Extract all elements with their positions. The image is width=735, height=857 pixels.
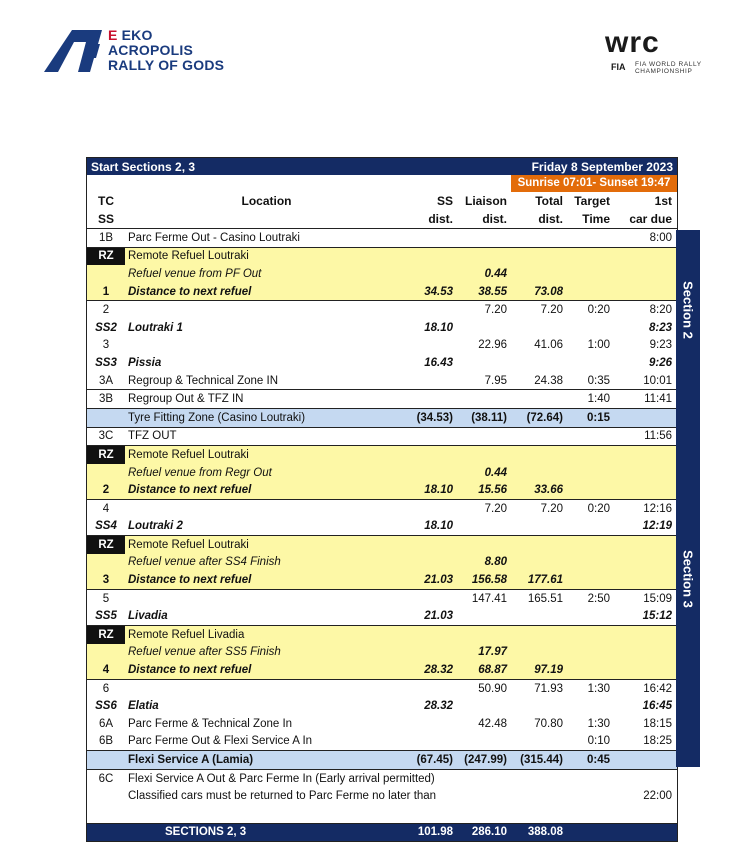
col-total: Total [535,194,563,208]
table-row [87,805,677,823]
row-tc: 4 [102,502,110,515]
table-row [87,427,677,446]
row-location: Loutraki 2 [128,520,183,533]
row-target-time: 0:45 [586,754,610,767]
table-row [87,644,677,662]
table-row [87,499,677,518]
row-target-time: 1:40 [587,393,610,406]
row-car-due: 8:00 [649,231,672,244]
table-row [87,247,677,266]
row-liaison-dist: 42.48 [478,717,507,730]
row-tc: SS5 [95,610,117,623]
wrc-subtitle: FIA WORLD RALLY CHAMPIONSHIP [635,61,702,75]
row-total-dist: (72.64) [526,411,563,424]
row-location: Remote Refuel Loutraki [128,250,249,263]
timetable-sheet [86,157,678,842]
table-row [87,787,677,805]
column-headers-1 [87,192,677,210]
rally-name-line2: RALLY OF GODS [108,57,225,73]
table-row [87,300,677,319]
rally-logo-icon [44,28,104,74]
row-car-due: 22:00 [643,790,672,803]
table-row [87,408,677,427]
row-location: Distance to next refuel [128,574,252,587]
row-location: Pissia [128,356,162,369]
table-row [87,823,677,842]
table-row [87,354,677,372]
col-ss: SS [97,212,114,226]
wrc-wordmark: wrc [605,26,660,59]
row-total-dist: 71.93 [534,682,563,695]
table-row [87,228,677,247]
row-ss-dist: 28.32 [424,664,453,677]
row-total-dist: 33.66 [534,484,563,497]
row-total-dist: 73.08 [534,285,563,298]
col-target: Target [574,194,610,208]
table-row [87,589,677,608]
table-row [87,625,677,644]
row-tc: SS4 [95,520,117,533]
row-car-due: 18:25 [643,735,672,748]
table-row [87,679,677,698]
col-ss-dist: SS [436,194,453,208]
row-car-due: 11:41 [644,393,672,406]
table-row [87,554,677,572]
row-total-dist: 165.51 [527,592,563,605]
timetable-title: Start Sections 2, 3 [91,159,196,174]
row-car-due: 15:12 [642,610,672,623]
row-tc: 3 [102,339,110,352]
table-row [87,750,677,769]
row-location: Regroup & Technical Zone IN [128,374,279,387]
row-ss-dist: 16.43 [424,356,453,369]
table-row [87,661,677,679]
row-car-due: 10:01 [643,374,672,387]
row-location: Livadia [128,610,168,623]
row-target-time: 0:35 [587,374,610,387]
row-location: Refuel venue after SS5 Finish [128,646,281,659]
row-total-dist: 97.19 [534,664,563,677]
row-location: Refuel venue after SS4 Finish [128,556,281,569]
row-car-due: 8:23 [648,321,672,334]
row-car-due: 9:23 [649,339,672,352]
row-liaison-dist: 17.97 [478,646,507,659]
row-tc: SS6 [95,700,117,713]
rally-name-line1: ACROPOLIS [108,42,194,58]
row-car-due: 11:56 [644,430,672,443]
row-total-dist: 7.20 [540,502,563,515]
row-location: TFZ OUT [128,430,177,443]
row-tc: 3 [102,574,110,587]
section-2-label: Section 2 [676,230,700,390]
row-ss-dist: (67.45) [416,754,453,767]
row-location: Parc Ferme Out - Casino Loutraki [128,231,300,244]
row-ss-dist: 28.32 [424,700,453,713]
row-tc: 1 [102,285,110,298]
col-total-sub: dist. [538,212,563,226]
row-liaison-dist: 7.20 [484,304,507,317]
timetable-header [87,158,677,175]
table-row [87,571,677,589]
row-location: Elatia [128,700,159,713]
row-tc: 3B [98,393,114,406]
sunrise-row [87,175,677,192]
row-liaison-dist: 8.80 [484,556,507,569]
row-liaison-dist: (247.99) [464,754,507,767]
row-car-due: 16:45 [642,700,672,713]
row-tc: 6 [102,682,110,695]
row-location: Remote Refuel Loutraki [128,448,249,461]
col-car-due-sub: car due [629,212,672,226]
row-total-dist: 388.08 [527,826,563,839]
row-tc: 3A [98,374,114,387]
row-tc: RZ [87,626,125,644]
row-tc: 6A [98,717,114,730]
row-location: Classified cars must be returned to Parc Ferme no later than [128,790,437,803]
table-row [87,283,677,301]
row-car-due: 9:26 [648,356,672,369]
row-ss-dist: 101.98 [417,826,453,839]
row-location: Parc Ferme Out & Flexi Service A In [128,735,313,748]
sunrise-sunset: Sunrise 07:01- Sunset 19:47 [511,175,677,192]
row-car-due: 16:42 [643,682,672,695]
row-location: Tyre Fitting Zone (Casino Loutraki) [128,411,306,424]
fia-mark: FIA [611,62,626,72]
col-liaison: Liaison [464,194,507,208]
row-tc: 4 [102,664,110,677]
row-location: Regroup Out & TFZ IN [128,393,244,406]
row-tc: 6B [98,735,114,748]
row-location: Flexi Service A Out & Parc Ferme In (Early arrival permitted) [128,772,435,785]
row-location: SECTIONS 2, 3 [165,826,247,839]
row-total-dist: 24.38 [534,374,563,387]
row-ss-dist: 21.03 [424,574,453,587]
table-row [87,607,677,625]
row-car-due: 8:20 [649,304,672,317]
row-target-time: 0:15 [586,411,610,424]
row-ss-dist: 18.10 [424,484,453,497]
rally-logo [44,28,244,78]
row-tc: RZ [87,248,125,266]
table-row [87,697,677,715]
row-target-time: 1:30 [587,717,610,730]
row-target-time: 0:10 [587,735,610,748]
row-liaison-dist: 7.95 [484,374,507,387]
row-target-time: 1:30 [587,682,610,695]
sponsor-name: Ε EKO [108,27,153,43]
row-location: Refuel venue from Regr Out [128,466,272,479]
table-row [87,319,677,337]
row-target-time: 0:20 [587,304,610,317]
section-3-label: Section 3 [676,390,700,767]
timetable-rows [87,228,677,841]
row-liaison-dist: 15.56 [478,484,507,497]
row-tc: SS3 [95,356,117,369]
row-location: Refuel venue from PF Out [128,267,262,280]
row-car-due: 12:19 [642,520,672,533]
table-row [87,372,677,390]
row-tc: SS2 [95,321,117,334]
row-ss-dist: 18.10 [424,321,453,334]
col-liaison-sub: dist. [482,212,507,226]
table-row [87,445,677,464]
row-tc: 2 [102,304,110,317]
row-car-due: 18:15 [643,717,672,730]
row-total-dist: 70.80 [534,717,563,730]
row-location: Distance to next refuel [128,664,252,677]
row-tc: RZ [87,536,125,554]
row-tc: 3C [98,430,114,443]
row-liaison-dist: 156.58 [471,574,507,587]
row-total-dist: (315.44) [520,754,563,767]
row-tc: 1B [98,231,114,244]
timetable-date: Friday 8 September 2023 [531,159,673,174]
row-target-time: 2:50 [587,592,610,605]
row-liaison-dist: 7.20 [484,502,507,515]
table-row [87,733,677,751]
row-car-due: 15:09 [643,592,672,605]
col-ss-dist-sub: dist. [428,212,453,226]
col-car-due: 1st [654,194,672,208]
table-row [87,769,677,788]
row-location: Distance to next refuel [128,484,252,497]
row-tc: 5 [102,592,110,605]
row-liaison-dist: 68.87 [478,664,507,677]
row-tc: RZ [87,446,125,464]
row-ss-dist: 21.03 [424,610,453,623]
table-row [87,518,677,536]
row-liaison-dist: (38.11) [471,411,507,424]
table-row [87,481,677,499]
row-ss-dist: 34.53 [424,285,453,298]
row-location: Loutraki 1 [128,321,183,334]
table-row [87,337,677,355]
row-liaison-dist: 38.55 [478,285,507,298]
row-location: Remote Refuel Loutraki [128,538,249,551]
column-headers-2 [87,210,677,228]
row-ss-dist: (34.53) [416,411,453,424]
row-location: Distance to next refuel [128,285,252,298]
row-tc: 6C [98,772,114,785]
table-row [87,265,677,283]
row-total-dist: 7.20 [540,304,563,317]
table-row [87,464,677,482]
row-location: Remote Refuel Livadia [128,628,245,641]
wrc-logo [605,28,730,78]
col-target-sub: Time [582,212,610,226]
col-tc: TC [98,194,114,208]
row-target-time: 1:00 [587,339,610,352]
row-ss-dist: 18.10 [424,520,453,533]
row-liaison-dist: 147.41 [471,592,507,605]
row-location: Flexi Service A (Lamia) [128,754,254,767]
row-liaison-dist: 286.10 [471,826,507,839]
row-liaison-dist: 22.96 [478,339,507,352]
col-location: Location [241,194,292,208]
table-row [87,535,677,554]
table-row [87,389,677,408]
row-tc: 2 [102,484,110,497]
row-liaison-dist: 50.90 [478,682,507,695]
row-location: Parc Ferme & Technical Zone In [128,717,293,730]
row-total-dist: 177.61 [527,574,563,587]
row-car-due: 12:16 [643,502,672,515]
row-total-dist: 41.06 [534,339,563,352]
row-liaison-dist: 0.44 [484,267,507,280]
row-liaison-dist: 0.44 [484,466,507,479]
table-row [87,715,677,733]
row-target-time: 0:20 [587,502,610,515]
